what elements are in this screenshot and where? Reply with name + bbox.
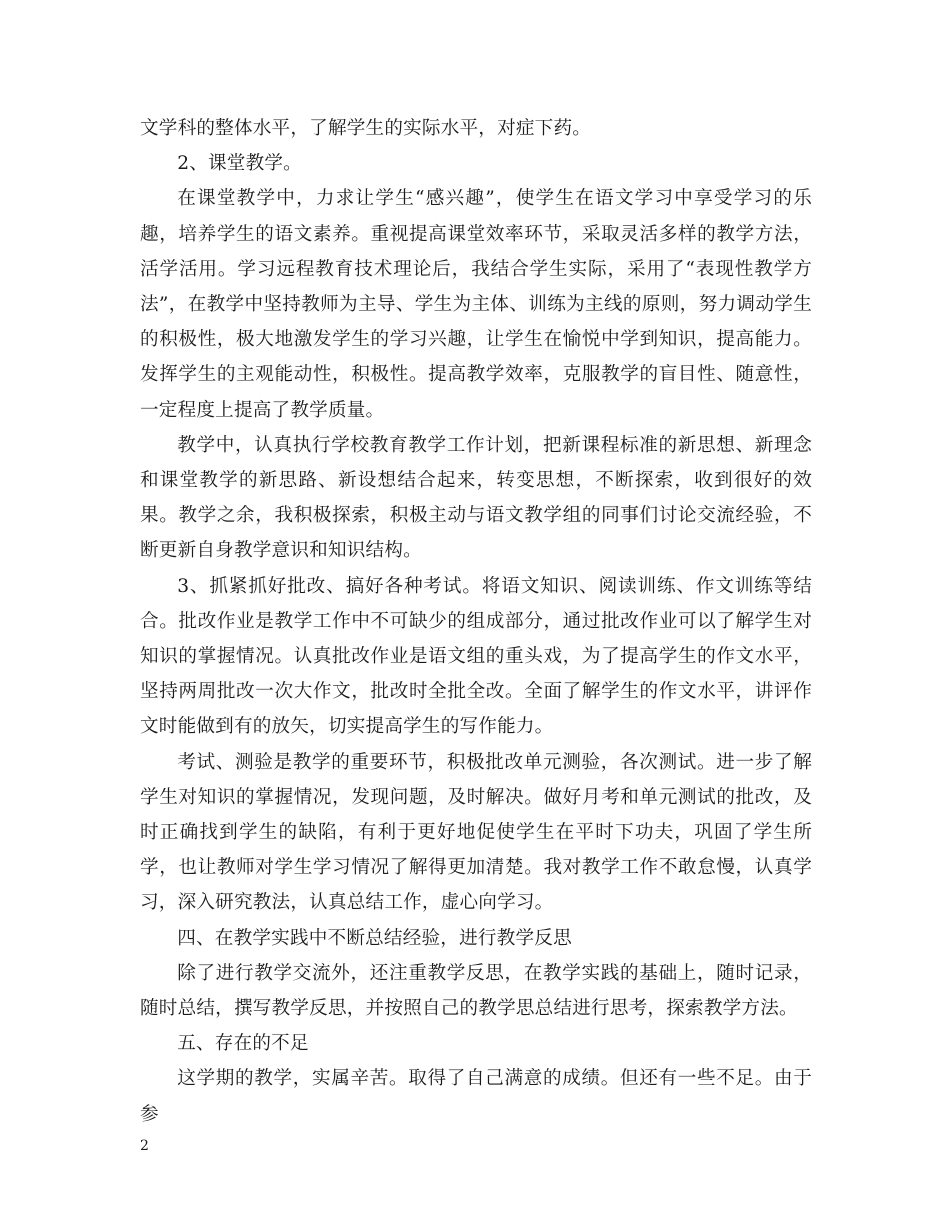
paragraph-5: 3、抓紧抓好批改、搞好各种考试。将语文知识、阅读训练、作文训练等结合。批改作业是教学工作中不可缺少的组成部分，通过批改作业可以了解学生对知识的掌握情况。认真批改作业是语文组的重头戏，为了提高学生的作文水平，坚持两周批改一次大作文，批改时全批全改。全面了解学生的作文水平，讲评作文时能做到有的放矢，切实提高学生的写作能力。 <box>140 575 812 738</box>
paragraph-4: 教学中，认真执行学校教育教学工作计划，把新课程标准的新思想、新理念和课堂教学的新思路、新设想结合起来，转变思想，不断探索，收到很好的效果。教学之余，我积极探索，积极主动与语文教学组的同事们讨论交流经验，不断更新自身教学意识和知识结构。 <box>140 434 812 562</box>
paragraph-8: 除了进行教学交流外，还注重教学反思，在教学实践的基础上，随时记录，随时总结，撰写教学反思，并按照自己的教学思总结进行思考，探索教学方法。 <box>140 962 812 1020</box>
paragraph-2-heading: 2、课堂教学。 <box>177 153 302 175</box>
page-number: 2 <box>140 1138 149 1154</box>
body-text <box>140 111 812 1132</box>
paragraph-7-heading: 四、在教学实践中不断总结经验，进行教学反思 <box>177 927 572 949</box>
paragraph-10: 这学期的教学，实属辛苦。取得了自己满意的成绩。但还有一些不足。由于参 <box>140 1068 812 1125</box>
paragraph-9-heading: 五、存在的不足 <box>177 1033 309 1055</box>
paragraph-1: 文学科的整体水平，了解学生的实际水平，对症下药。 <box>140 118 592 139</box>
paragraph-6: 考试、测验是教学的重要环节，积极批改单元测验，各次测试。进一步了解学生对知识的掌握情况，发现问题，及时解决。做好月考和单元测试的批改，及时正确找到学生的缺陷，有利于更好地促使学生在平时下功夫，巩固了学生所学，也让教师对学生学习情况了解得更加清楚。我对教学工作不敢怠慢，认真学习，深入研究教法，认真总结工作，虚心向学习。 <box>140 751 812 914</box>
paragraph-3: 在课堂教学中，力求让学生“感兴趣”，使学生在语文学习中享受学习的乐趣，培养学生的语文素养。重视提高课堂效率环节，采取灵活多样的教学方法，活学活用。学习远程教育技术理论后，我结合学生实际，采用了“表现性教学方法”，在教学中坚持教师为主导、学生为主体、训练为主线的原则，努力调动学生的积极性，极大地激发学生的学习兴趣，让学生在愉悦中学到知识，提高能力。发挥学生的主观能动性，积极性。提高教学效率，克服教学的盲目性、随意性，一定程度上提高了教学质量。 <box>140 188 812 421</box>
